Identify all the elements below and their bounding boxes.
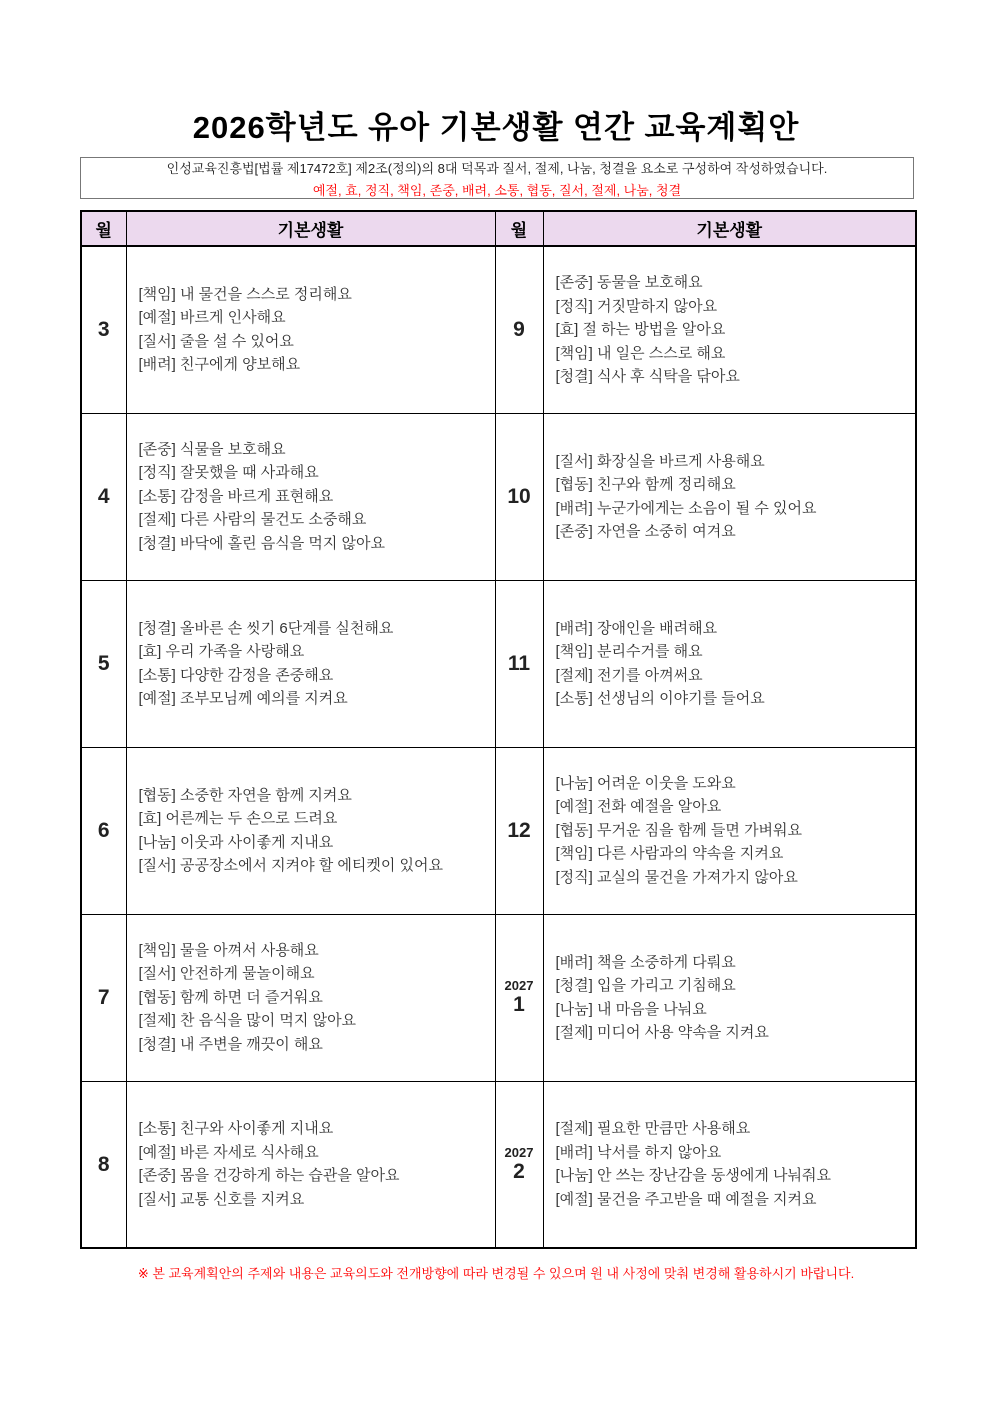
plan-item: [협동] 친구와 함께 정리해요: [555, 476, 736, 493]
month-label: 5: [97, 651, 110, 675]
plan-item: [존중] 식물을 보호해요: [138, 440, 286, 458]
basiclife-items-cell: [543, 580, 916, 747]
col-header-month-left: 월: [81, 211, 126, 246]
subtitle-box: [80, 157, 914, 199]
year-label: 2027: [504, 1144, 534, 1160]
month-cell: [495, 914, 543, 1081]
plan-item: [협동] 무거운 짐을 함께 들면 가벼워요: [555, 821, 803, 839]
plan-item: [책임] 물을 아껴서 사용해요: [138, 941, 319, 959]
month-label: 10: [507, 484, 531, 508]
plan-item: [소통] 감정을 바르게 표현해요: [138, 487, 334, 505]
table-header-row: [81, 211, 916, 246]
plan-item: [존중] 동물을 보호해요: [555, 274, 703, 291]
plan-item: [나눔] 이웃과 사이좋게 지내요: [138, 833, 334, 851]
month-label: 6: [97, 818, 110, 842]
plan-item: [정직] 잘못했을 때 사과해요: [138, 464, 319, 482]
basiclife-items-cell: [543, 914, 916, 1081]
plan-item: [질서] 안전하게 물놀이해요: [138, 965, 315, 983]
plan-item: [예절] 물건을 주고받을 때 예절을 지켜요: [555, 1190, 817, 1208]
month-cell: [495, 246, 543, 413]
plan-item: [청결] 입을 가리고 기침해요: [555, 977, 736, 994]
plan-item: [책임] 내 일은 스스로 해요: [555, 344, 726, 362]
basiclife-items-cell: [543, 747, 916, 914]
basiclife-items-cell: [126, 246, 495, 413]
plan-item: [청결] 올바른 손 씻기 6단계를 실천해요: [138, 619, 394, 637]
table-row: [81, 914, 916, 1081]
plan-item: [절제] 필요한 만큼만 사용해요: [555, 1120, 751, 1138]
table-row: [81, 580, 916, 747]
plan-item: [나눔] 내 마음을 나눠요: [555, 1000, 707, 1018]
page-title: 2026학년도 유아 기본생활 연간 교육계획안: [192, 110, 800, 145]
plan-item: [청결] 내 주변을 깨끗이 해요: [138, 1035, 323, 1053]
annual-plan-table: [80, 210, 917, 1249]
plan-item: [절제] 전기를 아껴써요: [555, 666, 703, 684]
month-cell: [495, 580, 543, 747]
plan-item: [절제] 찬 음식을 많이 먹지 않아요: [138, 1012, 357, 1030]
basiclife-items-cell: [543, 413, 916, 580]
plan-item: [예절] 조부모님께 예의를 지켜요: [138, 690, 348, 707]
plan-item: [절제] 미디어 사용 약속을 지켜요: [555, 1024, 769, 1041]
plan-item: [배려] 친구에게 양보해요: [138, 356, 301, 374]
plan-item: [소통] 선생님의 이야기를 들어요: [555, 690, 765, 707]
basiclife-items-cell: [543, 1081, 916, 1248]
plan-item: [정직] 교실의 물건을 가져가지 않아요: [555, 868, 798, 886]
plan-item: [협동] 소중한 자연을 함께 지켜요: [138, 786, 352, 804]
month-label: 1: [513, 993, 525, 1017]
month-cell: [495, 413, 543, 580]
plan-item: [존중] 몸을 건강하게 하는 습관을 알아요: [138, 1167, 400, 1185]
month-cell: [81, 413, 126, 580]
footer-note: ※ 본 교육계획안의 주제와 내용은 교육의도와 전개방향에 따라 변경될 수 있으며 원 내 사정에 맞춰 변경해 활용하시기 바랍니다.: [137, 1266, 855, 1281]
month-label: 3: [97, 318, 110, 342]
col-header-basiclife-left: 기본생활: [126, 211, 495, 246]
plan-item: [책임] 다른 사람과의 약속을 지켜요: [555, 845, 784, 863]
plan-item: [책임] 분리수거를 해요: [555, 643, 703, 660]
table-row: [81, 1081, 916, 1248]
month-label: 7: [97, 985, 110, 1009]
basiclife-items-cell: [126, 1081, 495, 1248]
month-label: 2: [513, 1159, 525, 1183]
plan-item: [책임] 내 물건을 스스로 정리해요: [138, 285, 352, 303]
plan-item: [나눔] 어려운 이웃을 도와요: [555, 774, 736, 792]
plan-item: [질서] 줄을 설 수 있어요: [138, 332, 294, 350]
plan-item: [질서] 공공장소에서 지켜야 할 에티켓이 있어요: [138, 857, 443, 874]
month-label: 9: [513, 318, 525, 342]
month-label: 8: [97, 1152, 110, 1176]
month-cell: [81, 246, 126, 413]
subtitle-law-text: 인성교육진흥법[법률 제17472호] 제2조(정의)의 8대 덕목과 질서, 절제, 나눔, 청결을 요소로 구성하여 작성하였습니다.: [166, 160, 828, 176]
plan-item: [배려] 누군가에게는 소음이 될 수 있어요: [555, 499, 817, 517]
plan-item: [예절] 바르게 인사해요: [138, 309, 286, 327]
subtitle-virtues-list: 예절, 효, 정직, 책임, 존중, 배려, 소통, 협동, 질서, 절제, 나눔, 청결: [312, 182, 682, 198]
month-label: 12: [507, 818, 531, 842]
basiclife-items-cell: [126, 580, 495, 747]
plan-item: [나눔] 안 쓰는 장난감을 동생에게 나눠줘요: [555, 1167, 832, 1185]
plan-item: [효] 우리 가족을 사랑해요: [138, 643, 305, 660]
basiclife-items-cell: [126, 747, 495, 914]
plan-item: [질서] 화장실을 바르게 사용해요: [555, 452, 765, 470]
plan-item: [절제] 다른 사람의 물건도 소중해요: [138, 511, 367, 529]
col-header-basiclife-right: 기본생활: [543, 211, 916, 246]
table-row: [81, 246, 916, 413]
plan-item: [질서] 교통 신호를 지켜요: [138, 1190, 305, 1208]
plan-item: [예절] 전화 예절을 알아요: [555, 798, 722, 816]
plan-item: [배려] 장애인을 배려해요: [555, 619, 718, 637]
plan-item: [효] 어른께는 두 손으로 드려요: [138, 810, 338, 827]
plan-item: [청결] 식사 후 식탁을 닦아요: [555, 368, 740, 385]
plan-item: [소통] 다양한 감정을 존중해요: [138, 666, 334, 684]
plan-item: [소통] 친구와 사이좋게 지내요: [138, 1120, 334, 1138]
month-label: 4: [97, 484, 110, 508]
year-label: 2027: [504, 977, 534, 993]
month-cell: [81, 914, 126, 1081]
col-header-month-right: 월: [495, 211, 543, 246]
table-row: [81, 413, 916, 580]
month-cell: [495, 1081, 543, 1248]
month-cell: [495, 747, 543, 914]
table-row: [81, 747, 916, 914]
month-label: 11: [507, 651, 531, 675]
plan-item: [존중] 자연을 소중히 여겨요: [555, 523, 736, 540]
month-cell: [81, 580, 126, 747]
basiclife-items-cell: [543, 246, 916, 413]
month-cell: [81, 1081, 126, 1248]
month-cell: [81, 747, 126, 914]
plan-item: [예절] 바른 자세로 식사해요: [138, 1143, 319, 1161]
plan-item: [청결] 바닥에 홀린 음식을 먹지 않아요: [138, 534, 386, 552]
plan-item: [정직] 거짓말하지 않아요: [555, 297, 718, 315]
plan-item: [배려] 책을 소중하게 다뤄요: [555, 953, 736, 971]
basiclife-items-cell: [126, 914, 495, 1081]
plan-item: [효] 절 하는 방법을 알아요: [555, 321, 726, 338]
plan-item: [협동] 함께 하면 더 즐거워요: [138, 988, 323, 1006]
basiclife-items-cell: [126, 413, 495, 580]
plan-item: [배려] 낙서를 하지 않아요: [555, 1143, 722, 1161]
